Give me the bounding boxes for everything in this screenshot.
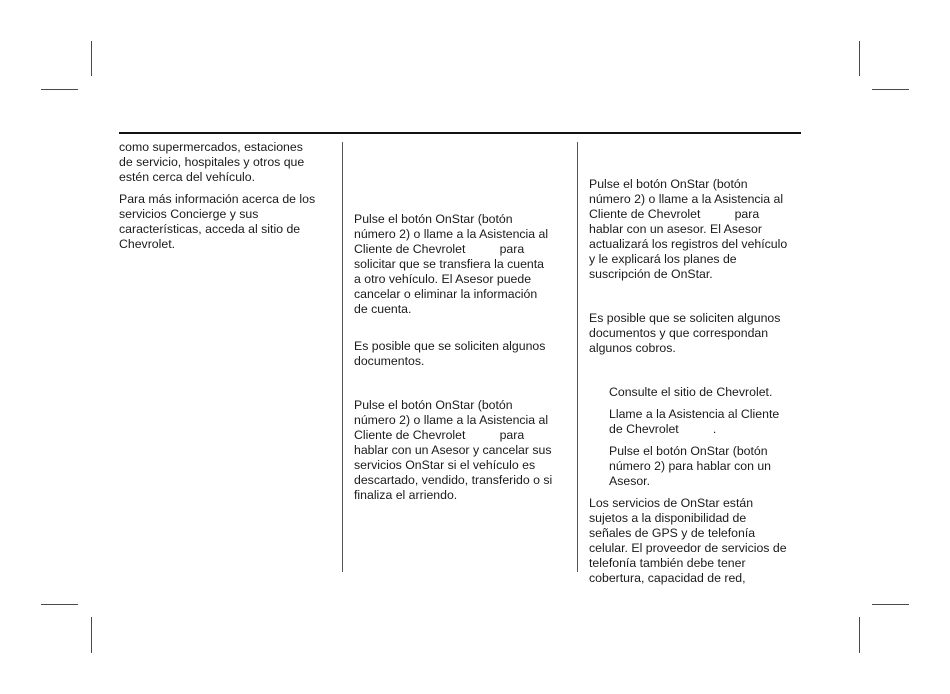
- text-line: número 2) o llame a la Asistencia al: [354, 227, 549, 241]
- text-line: solicitar que se transfiera la cuenta: [354, 257, 545, 271]
- column-divider-2: [577, 142, 578, 572]
- text-line: Los servicios de OnStar están: [589, 496, 754, 510]
- paragraph-concierge-info: [119, 192, 339, 252]
- text-column-3: [589, 177, 804, 586]
- crop-mark-bottom-right-vertical: [859, 617, 860, 653]
- crop-mark-top-right-vertical: [859, 41, 860, 76]
- crop-mark-top-right-horizontal: [872, 89, 909, 90]
- text-line: como supermercados, estaciones: [119, 140, 303, 154]
- list-item-website: [589, 385, 804, 400]
- paragraph-service-availability: [589, 496, 804, 586]
- list-item-press-onstar: [589, 444, 804, 489]
- crop-mark-bottom-left-horizontal: [41, 604, 78, 605]
- text-line: estén cerca del vehículo.: [119, 170, 256, 184]
- text-line: Pulse el botón OnStar (botón: [609, 444, 768, 458]
- text-line: algunos cobros.: [589, 341, 676, 355]
- text-line: Cliente de Chevrolet para: [354, 428, 525, 442]
- text-line: sujetos a la disponibilidad de: [589, 511, 747, 525]
- text-line: documentos y que correspondan: [589, 326, 769, 340]
- crop-mark-top-left-vertical: [91, 41, 92, 76]
- text-line: de Chevrolet .: [609, 422, 717, 436]
- text-line: descartado, vendido, transferido o si: [354, 473, 553, 487]
- text-line: servicios Concierge y sus: [119, 207, 259, 221]
- text-line: cancelar o eliminar la información: [354, 287, 538, 301]
- paragraph-documents: [354, 339, 574, 369]
- crop-mark-bottom-left-vertical: [91, 617, 92, 653]
- text-line: telefonía también debe tener: [589, 556, 746, 570]
- text-line: Para más información acerca de los: [119, 192, 316, 206]
- text-line: Pulse el botón OnStar (botón: [354, 398, 513, 412]
- crop-mark-top-left-horizontal: [41, 89, 78, 90]
- text-line: finaliza el arriendo.: [354, 488, 458, 502]
- crop-mark-bottom-right-horizontal: [872, 604, 909, 605]
- text-line: Cliente de Chevrolet para: [354, 242, 525, 256]
- text-line: hablar con un Asesor y cancelar sus: [354, 443, 552, 457]
- text-line: cobertura, capacidad de red,: [589, 571, 746, 585]
- text-column-1: [119, 140, 339, 252]
- text-line: Pulse el botón OnStar (botón: [589, 177, 748, 191]
- paragraph-account-transfer: [354, 212, 574, 317]
- text-line: número 2) o llame a la Asistencia al: [354, 413, 549, 427]
- text-line: y le explicará los planes de: [589, 252, 737, 266]
- paragraph-documents-fees: [589, 311, 804, 356]
- text-line: Chevrolet.: [119, 237, 176, 251]
- text-line: servicios OnStar si el vehículo es: [354, 458, 536, 472]
- text-line: señales de GPS y de telefonía: [589, 526, 756, 540]
- text-line: Es posible que se soliciten algunos: [589, 311, 781, 325]
- text-line: características, acceda al sitio de: [119, 222, 301, 236]
- text-line: Llame a la Asistencia al Cliente: [609, 407, 780, 421]
- text-line: de servicio, hospitales y otros que: [119, 155, 305, 169]
- column-divider-1: [342, 142, 343, 572]
- text-line: suscripción de OnStar.: [589, 267, 713, 281]
- text-line: Consulte el sitio de Chevrolet.: [609, 385, 773, 399]
- text-line: a otro vehículo. El Asesor puede: [354, 272, 532, 286]
- text-line: número 2) o llame a la Asistencia al: [589, 192, 784, 206]
- paragraph-update-records: [589, 177, 804, 282]
- text-line: celular. El proveedor de servicios de: [589, 541, 787, 555]
- text-line: Asesor.: [609, 474, 651, 488]
- text-line: documentos.: [354, 354, 425, 368]
- header-rule: [119, 132, 801, 134]
- text-line: actualizará los registros del vehículo: [589, 237, 788, 251]
- text-line: número 2) para hablar con un: [609, 459, 772, 473]
- text-line: de cuenta.: [354, 302, 412, 316]
- paragraph-cancel-services: [354, 398, 574, 503]
- text-line: Es posible que se soliciten algunos: [354, 339, 546, 353]
- list-item-call-assistance: [589, 407, 804, 437]
- text-column-2: [354, 212, 574, 503]
- text-line: Cliente de Chevrolet para: [589, 207, 760, 221]
- text-line: hablar con un asesor. El Asesor: [589, 222, 762, 236]
- paragraph-concierge-nearby: [119, 140, 339, 185]
- text-line: Pulse el botón OnStar (botón: [354, 212, 513, 226]
